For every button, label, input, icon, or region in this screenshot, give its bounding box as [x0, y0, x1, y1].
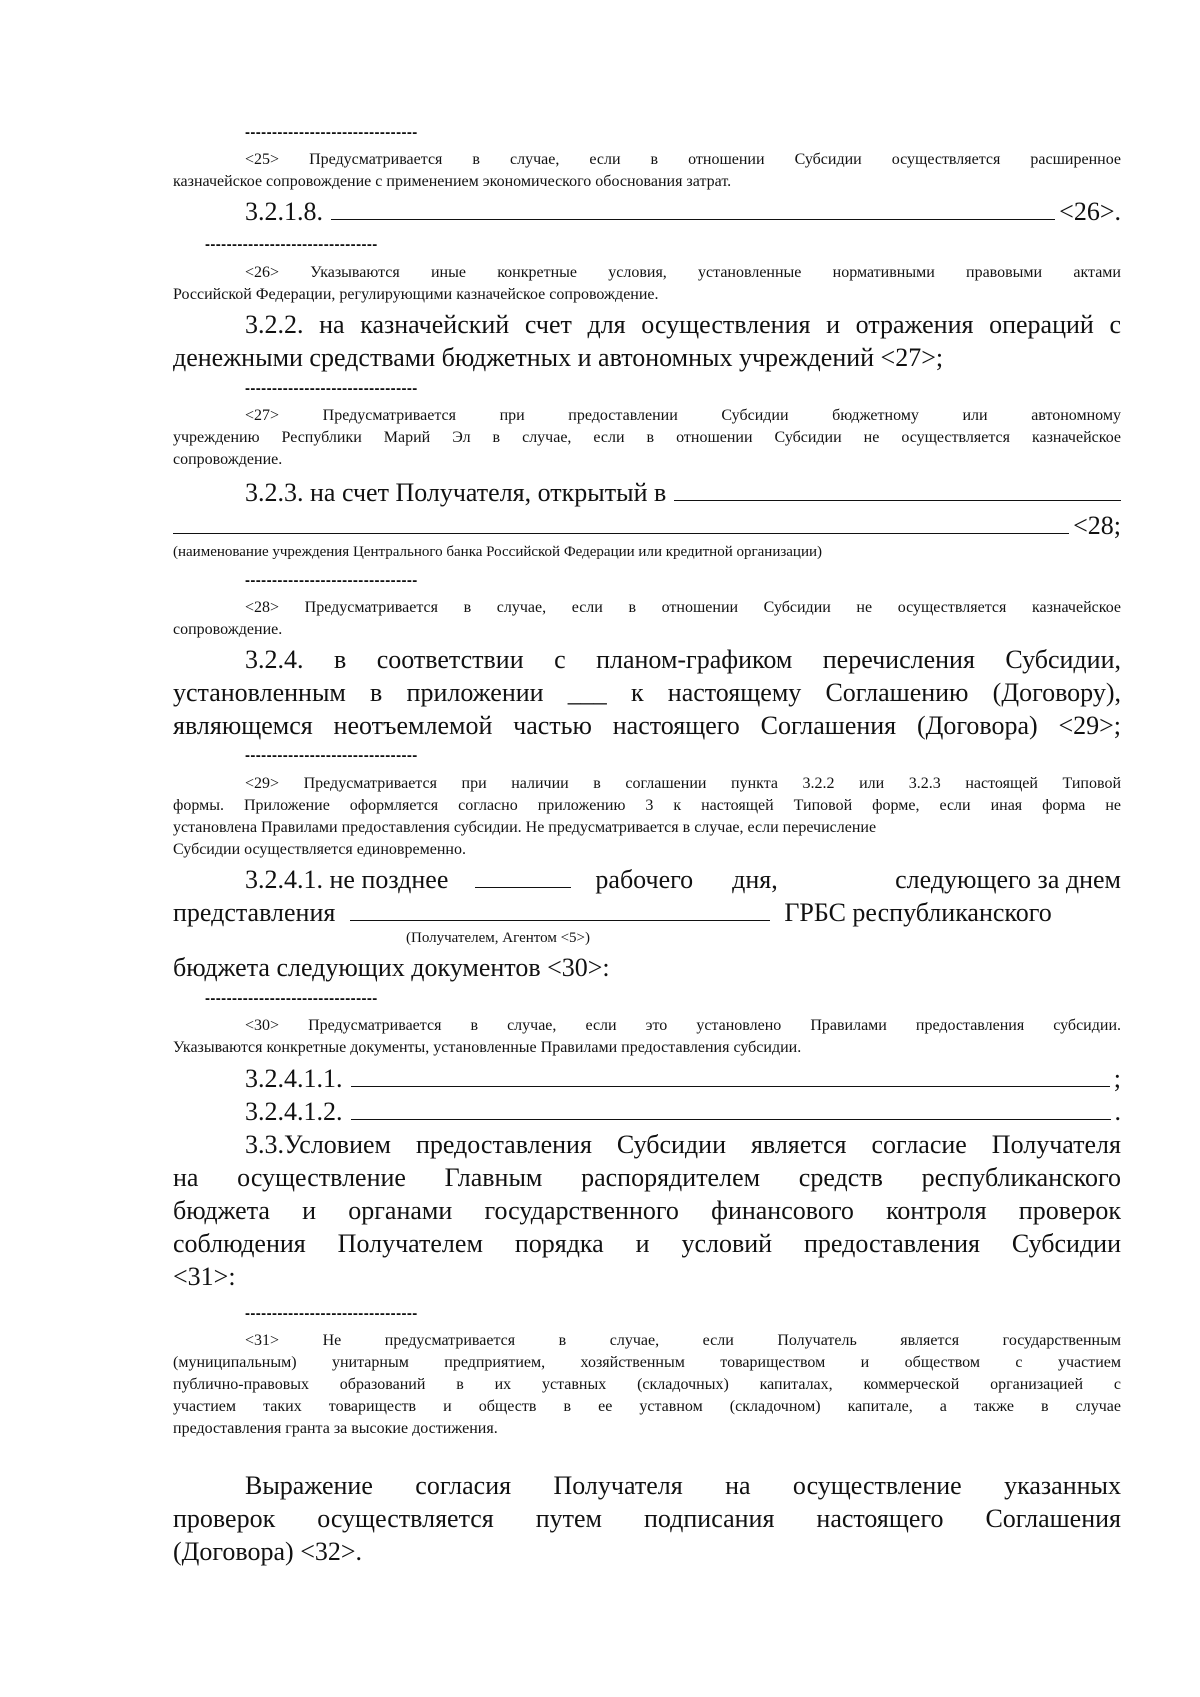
footnote-separator: --------------------------------	[205, 990, 378, 1007]
item-3-2-3-blank-2	[173, 511, 1069, 534]
item-3-2-1-8-ref: <26>.	[1059, 197, 1121, 226]
item-3-2-2-line-1: 3.2.2. на казначейский счет для осуществления и отражения операций с	[245, 310, 1121, 339]
item-3-3-line-5: <31>:	[173, 1262, 236, 1291]
footnote-30-line-1: <30> Предусматривается в случае, если это установлено Правилами предоставления субсидии.	[245, 1017, 1121, 1034]
footnote-25-line-1: <25> Предусматривается в случае, если в отношении Субсидии осуществляется расширенное	[245, 151, 1121, 168]
footnote-29-line-1: <29> Предусматривается при наличии в соглашении пункта 3.2.2 или 3.2.3 настоящей Типовой	[245, 775, 1121, 792]
footnote-separator: --------------------------------	[245, 124, 418, 141]
item-3-2-4-1-line-3: бюджета следующих документов <30>:	[173, 953, 610, 982]
item-3-2-3-caption: (наименование учреждения Центрального банка Российской Федерации или кредитной организации)	[173, 544, 823, 560]
footnote-28-line-2: сопровождение.	[173, 621, 283, 638]
footnote-27-line-1: <27> Предусматривается при предоставлении Субсидии бюджетному или автономному	[245, 407, 1121, 424]
item-3-2-2-line-2: денежными средствами бюджетных и автономных учреждений <27>;	[173, 343, 944, 372]
footnote-separator: --------------------------------	[205, 236, 378, 253]
footnote-28-line-1: <28> Предусматривается в случае, если в отношении Субсидии не осуществляется казначейское	[245, 599, 1121, 616]
item-3-2-4-1-2-label: 3.2.4.1.2.	[245, 1097, 343, 1126]
item-3-2-4-1-grbs: ГРБС республиканского	[784, 898, 1052, 927]
item-3-2-1-8-label: 3.2.1.8.	[245, 197, 323, 226]
footnote-31-line-1: <31> Не предусматривается в случае, если Получатель является государственным	[245, 1332, 1121, 1349]
footnote-29-line-3: установлена Правилами предоставления субсидии. Не предусматривается в случае, если перечисление	[173, 819, 877, 836]
item-3-2-4-line-3: являющемся неотъемлемой частью настоящего Соглашения (Договора) <29>;	[173, 711, 1121, 740]
item-3-2-1-8	[173, 196, 1121, 228]
footnote-separator: --------------------------------	[245, 380, 418, 397]
item-3-2-3-line-1	[173, 477, 1121, 509]
item-3-2-4-1-line-1	[173, 864, 1121, 896]
item-3-3-line-3: бюджета и органами государственного финансового контроля проверок	[173, 1196, 1121, 1225]
footnote-31-line-3: публично-правовых образований в их уставных (складочных) капиталах, коммерческой организацией с	[173, 1376, 1121, 1393]
footnote-separator: --------------------------------	[245, 572, 418, 589]
footnote-29-line-2: формы. Приложение оформляется согласно приложению 3 к настоящей Типовой форме, если иная форма не	[173, 797, 1121, 814]
item-3-2-4-1-2	[173, 1096, 1121, 1128]
item-3-2-4-1-2-end: .	[1114, 1097, 1121, 1126]
closing-line-3: (Договора) <32>.	[173, 1537, 363, 1566]
item-3-2-4-1-following: следующего за днем	[895, 865, 1121, 894]
item-3-2-1-8-blank	[331, 197, 1055, 220]
footnote-26-line-2: Российской Федерации, регулирующими казначейское сопровождение.	[173, 286, 659, 303]
closing-line-2: проверок осуществляется путем подписания настоящего Соглашения	[173, 1504, 1121, 1533]
item-3-3-line-2: на осуществление Главным распорядителем средств республиканского	[173, 1163, 1121, 1192]
item-3-2-4-1-presentation: представления	[173, 898, 336, 927]
item-3-2-3-line-2	[173, 510, 1121, 542]
item-3-2-3-blank-1	[674, 478, 1121, 501]
item-3-2-4-1-workday: рабочего	[595, 865, 694, 894]
item-3-2-4-1-recipient-blank	[350, 898, 770, 921]
item-3-2-4-line-1: 3.2.4. в соответствии с планом-графиком перечисления Субсидии,	[245, 645, 1121, 674]
footnote-30-line-2: Указываются конкретные документы, установленные Правилами предоставления субсидии.	[173, 1039, 802, 1056]
item-3-2-4-1-1-end: ;	[1113, 1064, 1121, 1093]
footnote-29-line-4: Субсидии осуществляется единовременно.	[173, 841, 466, 858]
item-3-2-4-1-line-2	[173, 897, 1121, 929]
footnote-26-line-1: <26> Указываются иные конкретные условия, установленные нормативными правовыми актами	[245, 264, 1121, 281]
footnote-27-line-3: сопровождение.	[173, 451, 283, 468]
footnote-31-line-5: предоставления гранта за высокие достижения.	[173, 1420, 498, 1437]
item-3-2-3-ref: <28;	[1073, 511, 1121, 540]
footnote-separator: --------------------------------	[245, 747, 418, 764]
item-3-2-4-1-1-label: 3.2.4.1.1.	[245, 1064, 343, 1093]
footnote-27-line-2: учреждению Республики Марий Эл в случае, если в отношении Субсидии не осуществляется казначейское	[173, 429, 1121, 446]
footnote-separator: --------------------------------	[245, 1305, 418, 1322]
item-3-2-3-label: 3.2.3. на счет Получателя, открытый в	[245, 478, 667, 507]
item-3-2-4-1-day: дня,	[732, 865, 778, 894]
footnote-31-line-4: участием таких товариществ и обществ в ее уставном (складочном) капитале, а также в случае	[173, 1398, 1121, 1415]
footnote-25-line-2: казначейское сопровождение с применением экономического обоснования затрат.	[173, 173, 732, 190]
item-3-2-4-line-2: установленным в приложении ___ к настоящему Соглашению (Договору),	[173, 678, 1121, 707]
closing-line-1: Выражение согласия Получателя на осуществление указанных	[245, 1471, 1121, 1500]
item-3-2-4-1-days-blank	[475, 865, 571, 888]
item-3-2-4-1-label: 3.2.4.1. не позднее	[245, 865, 449, 894]
item-3-2-4-1-1-blank	[351, 1064, 1110, 1087]
footnote-31-line-2: (муниципальным) унитарным предприятием, хозяйственным товариществом и обществом с участием	[173, 1354, 1121, 1371]
item-3-3-line-1: 3.3.Условием предоставления Субсидии является согласие Получателя	[245, 1130, 1121, 1159]
item-3-3-line-4: соблюдения Получателем порядка и условий предоставления Субсидии	[173, 1229, 1121, 1258]
item-3-2-4-1-caption: (Получателем, Агентом <5>)	[406, 930, 590, 946]
item-3-2-4-1-1	[173, 1063, 1121, 1095]
item-3-2-4-1-2-blank	[351, 1097, 1111, 1120]
